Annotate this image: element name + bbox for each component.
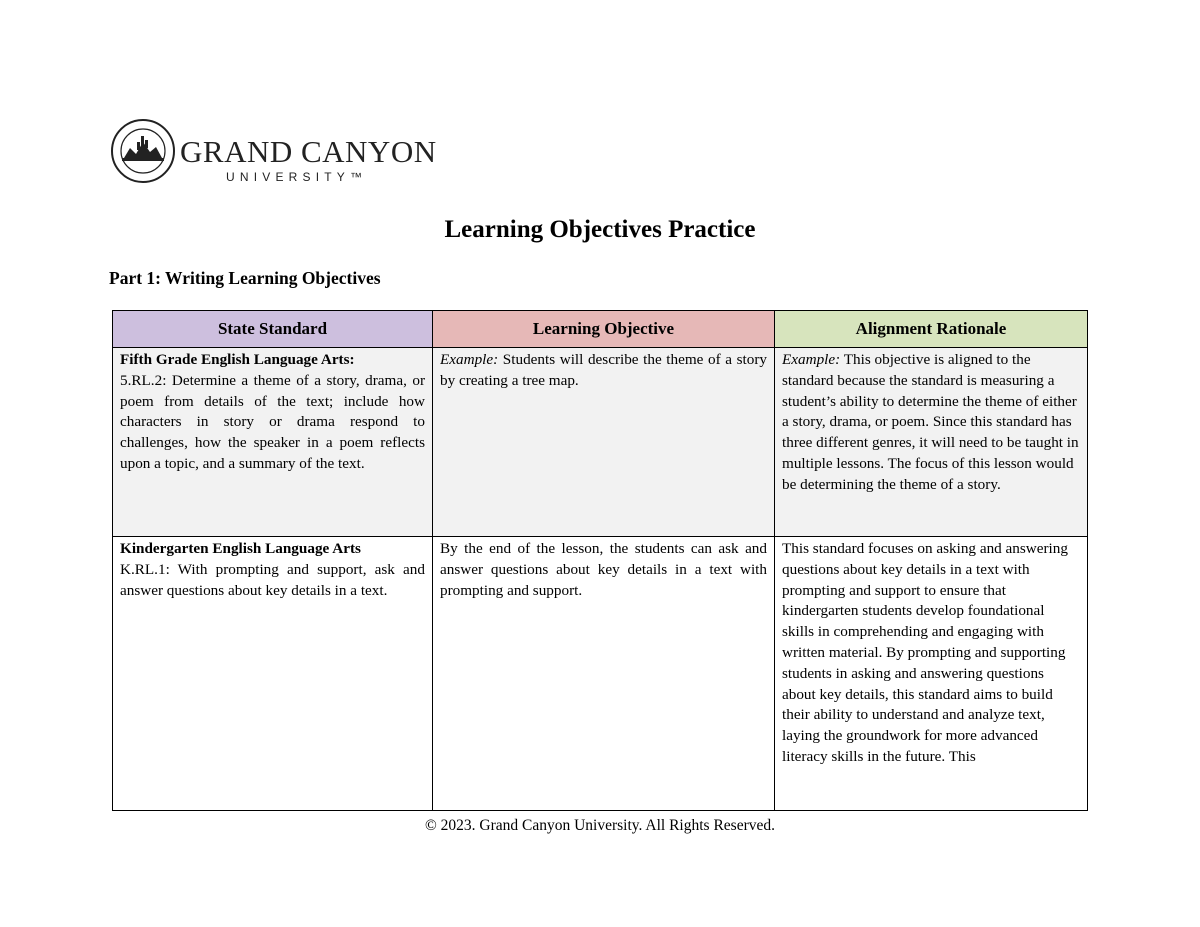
rationale-text: This objective is aligned to the standard because the standard is measuring a student’s ability to determine the theme of either a story, drama, or poem. Since this standard has three different genres, it will need to be taught in multiple lessons. The focus of this lesson would be determining the theme of a story. — [782, 351, 1079, 493]
logo-subtitle: UNIVERSITY™ — [226, 170, 368, 184]
standard-cell — [113, 537, 433, 811]
standard-title: Kindergarten English Language Arts — [120, 540, 361, 557]
page-title: Learning Objectives Practice — [444, 216, 756, 243]
rationale-label: Example: — [782, 351, 841, 368]
objective-text: Students will describe the theme of a story by creating a tree map. — [440, 351, 767, 389]
rationale-text: This standard focuses on asking and answering questions about key details in a text with prompting and support to ensure that kindergarten students develop foundational skills in comprehending and engaging with written material. By prompting and supporting students in asking and answering questions about key details, this standard aims to build their ability to understand and analyze text, laying the groundwork for more advanced literacy skills in the future. This — [782, 540, 1068, 765]
header-alignment-rationale: Alignment Rationale — [775, 311, 1088, 348]
header-learning-objective: Learning Objective — [433, 311, 775, 348]
header-state-standard: State Standard — [113, 311, 433, 348]
objective-label: Example: — [440, 351, 499, 368]
standard-title: Fifth Grade English Language Arts: — [120, 351, 355, 368]
objective-text: By the end of the lesson, the students can ask and answer questions about key details in a text with prompting and support. — [440, 540, 767, 599]
objective-cell — [433, 348, 775, 537]
university-logo — [108, 118, 437, 188]
standard-text: K.RL.1: With prompting and support, ask and answer questions about key details in a text. — [120, 560, 425, 599]
table-row — [113, 537, 1088, 811]
table-header-row — [113, 311, 1088, 348]
logo-wordmark: GRAND CANYON — [180, 134, 437, 169]
standard-text: 5.RL.2: Determine a theme of a story, drama, or poem from details of the text; include how characters in story or drama respond to challenges, how the speaker in a poem reflects upon a topic, and a summary of the text. — [120, 371, 425, 472]
rationale-cell — [775, 348, 1088, 537]
standard-cell — [113, 348, 433, 537]
objectives-table — [112, 310, 1088, 811]
table-row — [113, 348, 1088, 537]
rationale-cell — [775, 537, 1088, 811]
objective-cell — [433, 537, 775, 811]
university-seal-icon — [108, 118, 178, 188]
part-heading: Part 1: Writing Learning Objectives — [109, 268, 381, 288]
copyright-footer: © 2023. Grand Canyon University. All Rights Reserved. — [424, 817, 775, 834]
